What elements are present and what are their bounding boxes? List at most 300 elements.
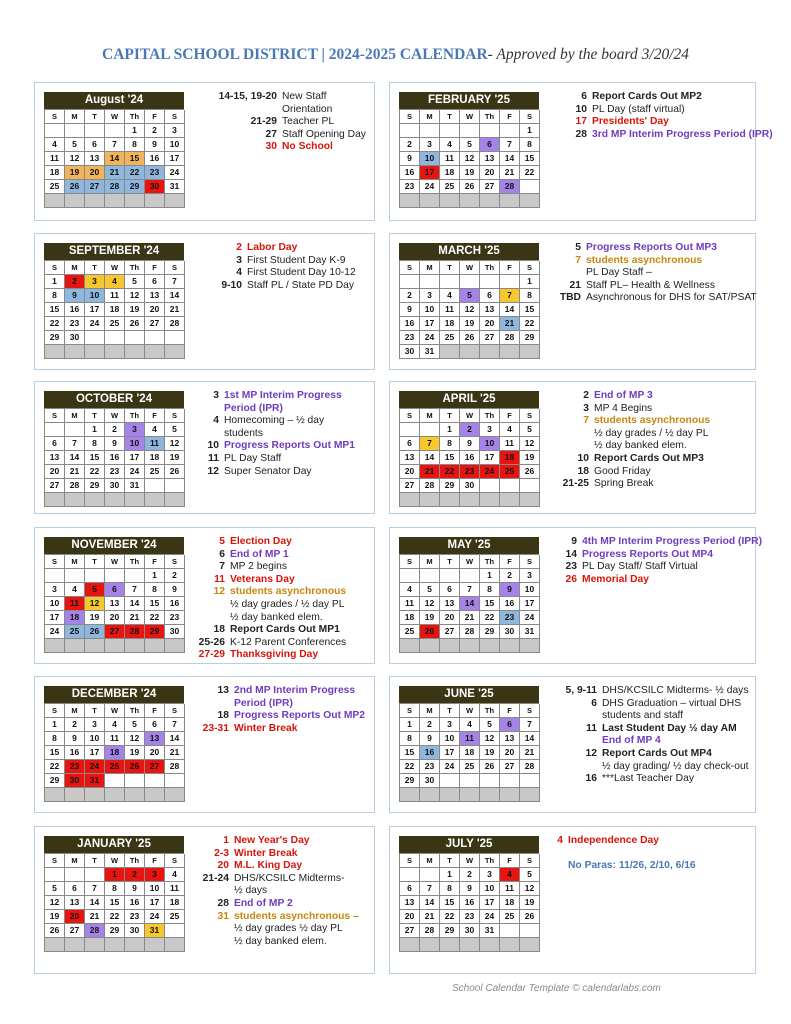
note-date: 2 [236, 242, 242, 253]
day-cell: 26 [45, 924, 65, 938]
note-line [197, 885, 359, 898]
note-date: 14-15, 19-20 [218, 91, 277, 102]
weekday-header: Th [480, 854, 500, 868]
note-text: Election Day [230, 536, 292, 547]
note-line [197, 428, 355, 441]
empty-cell [440, 493, 460, 507]
weekday-header: S [520, 854, 540, 868]
note-line [197, 403, 355, 416]
day-cell: 5 [520, 423, 540, 437]
note-line [553, 860, 696, 873]
note-text: Staff PL– Health & Wellness [586, 279, 715, 291]
day-cell: 18 [440, 166, 460, 180]
note-line [553, 773, 749, 786]
note-text: PL Day Staff [224, 452, 282, 464]
note-text: K-12 Parent Conferences [230, 636, 347, 648]
note-line [553, 129, 773, 142]
weekday-header: M [420, 555, 440, 569]
note-line [197, 390, 355, 403]
day-cell: 7 [420, 882, 440, 896]
note-date: 12 [585, 747, 597, 759]
note-text: Orientation [282, 103, 333, 115]
day-cell: 15 [520, 152, 540, 166]
day-cell: 14 [460, 597, 480, 611]
day-cell: 4 [440, 289, 460, 303]
empty-cell [520, 194, 540, 208]
note-date: 1 [223, 835, 229, 846]
day-cell: 18 [460, 746, 480, 760]
day-cell: 12 [520, 882, 540, 896]
note-date: 11 [586, 722, 597, 734]
day-cell: 1 [85, 423, 105, 437]
day-cell: 9 [460, 882, 480, 896]
note-date: TBD [559, 292, 581, 304]
weekday-header: F [500, 854, 520, 868]
weekday-header: Th [480, 409, 500, 423]
empty-cell [45, 345, 65, 359]
day-cell: 8 [85, 437, 105, 451]
note-date: 28 [575, 128, 587, 140]
empty-cell [65, 788, 85, 802]
day-cell: 21 [125, 611, 145, 625]
day-cell: 9 [500, 583, 520, 597]
day-cell: 23 [125, 910, 145, 924]
day-cell: 10 [440, 732, 460, 746]
day-cell: 2 [105, 423, 125, 437]
day-cell: 29 [520, 331, 540, 345]
note-text: Independence Day [568, 835, 659, 846]
empty-cell [105, 788, 125, 802]
empty-cell [45, 493, 65, 507]
note-date: 17 [575, 116, 587, 128]
note-text: Report Cards Out MP1 [230, 624, 340, 636]
empty-cell [440, 194, 460, 208]
day-cell: 30 [65, 774, 85, 788]
empty-cell [145, 639, 165, 653]
day-cell: 25 [460, 760, 480, 774]
note-date: 27 [265, 128, 277, 140]
empty-cell [105, 331, 125, 345]
day-cell: 28 [420, 479, 440, 493]
empty-cell [125, 938, 145, 952]
note-text: Super Senator Day [224, 465, 312, 477]
day-cell: 27 [65, 924, 85, 938]
note-line [197, 91, 366, 104]
empty-cell [500, 493, 520, 507]
day-cell: 8 [400, 732, 420, 746]
month-panel-apr [389, 381, 756, 514]
weekday-header: M [65, 110, 85, 124]
day-cell: 4 [165, 868, 185, 882]
empty-cell [460, 124, 480, 138]
weekday-header: F [145, 409, 165, 423]
calendar-grid [44, 703, 184, 802]
day-cell: 7 [460, 583, 480, 597]
day-cell: 10 [125, 437, 145, 451]
weekday-header: F [500, 110, 520, 124]
empty-cell [65, 194, 85, 208]
empty-cell [165, 639, 185, 653]
note-line [197, 536, 346, 549]
weekday-header: M [65, 261, 85, 275]
day-cell: 20 [440, 611, 460, 625]
day-cell: 19 [165, 451, 185, 465]
day-cell: 4 [500, 423, 520, 437]
note-line [553, 280, 757, 293]
day-cell: 21 [65, 465, 85, 479]
weekday-header: Th [480, 704, 500, 718]
weekday-header: F [500, 555, 520, 569]
day-cell: 1 [45, 718, 65, 732]
day-cell: 9 [145, 138, 165, 152]
empty-cell [165, 331, 185, 345]
note-line [553, 415, 710, 428]
month-calendar [44, 836, 184, 952]
day-cell: 18 [45, 166, 65, 180]
day-cell: 25 [105, 317, 125, 331]
note-line [197, 898, 359, 911]
note-date: 3 [213, 390, 219, 401]
day-cell: 1 [125, 124, 145, 138]
note-date: 21-29 [250, 116, 277, 128]
weekday-header: T [440, 261, 460, 275]
day-cell: 3 [480, 868, 500, 882]
note-text: 4th MP Interim Progress Period (IPR) [582, 536, 763, 547]
note-date: 12 [207, 465, 219, 477]
note-text: New Staff [282, 91, 327, 102]
note-line [553, 835, 696, 848]
calendar-grid [399, 853, 539, 952]
note-date: 3 [583, 402, 589, 414]
day-cell: 20 [45, 465, 65, 479]
empty-cell [460, 275, 480, 289]
empty-cell [165, 479, 185, 493]
day-cell: 5 [460, 138, 480, 152]
day-cell: 9 [125, 882, 145, 896]
day-cell: 26 [85, 625, 105, 639]
day-cell: 26 [420, 625, 440, 639]
note-text: ½ day grades ½ day PL [234, 923, 343, 935]
note-date: 18 [217, 710, 229, 722]
note-text: End of MP 2 [234, 897, 293, 909]
note-date: 7 [583, 415, 589, 427]
empty-cell [105, 345, 125, 359]
note-text: First Student Day 10-12 [247, 267, 356, 279]
empty-cell [420, 194, 440, 208]
day-cell: 23 [420, 760, 440, 774]
day-cell: 8 [125, 138, 145, 152]
day-cell: 14 [500, 303, 520, 317]
day-cell: 17 [45, 611, 65, 625]
month-panel-feb [389, 82, 773, 221]
day-cell: 18 [105, 303, 125, 317]
month-panel-aug [34, 82, 375, 221]
empty-cell [85, 331, 105, 345]
note-date: 25-26 [198, 636, 225, 648]
day-cell: 20 [400, 910, 420, 924]
day-cell: 6 [400, 437, 420, 451]
note-line [197, 835, 359, 848]
note-date: 18 [577, 465, 589, 477]
day-cell: 11 [500, 437, 520, 451]
weekday-header: Th [125, 854, 145, 868]
month-calendar [399, 537, 539, 653]
note-line [553, 466, 710, 479]
empty-cell [145, 938, 165, 952]
day-cell: 25 [65, 625, 85, 639]
note-text: End of MP 4 [602, 735, 661, 747]
day-cell: 13 [145, 732, 165, 746]
empty-cell [165, 938, 185, 952]
day-cell: 6 [65, 882, 85, 896]
day-cell: 1 [105, 868, 125, 882]
empty-cell [125, 493, 145, 507]
day-cell: 31 [125, 479, 145, 493]
day-cell: 7 [165, 718, 185, 732]
day-cell: 30 [65, 331, 85, 345]
day-cell: 23 [400, 331, 420, 345]
day-cell: 28 [65, 479, 85, 493]
note-line [197, 637, 346, 650]
empty-cell [125, 331, 145, 345]
note-text: ½ day grades / ½ day PL [594, 427, 709, 439]
day-cell: 7 [520, 718, 540, 732]
note-text: Presidents' Day [592, 116, 669, 128]
day-cell: 15 [440, 896, 460, 910]
weekday-header: S [520, 704, 540, 718]
day-cell: 6 [480, 138, 500, 152]
day-cell: 4 [105, 718, 125, 732]
day-cell: 14 [420, 451, 440, 465]
day-cell: 28 [125, 625, 145, 639]
weekday-header: W [460, 409, 480, 423]
empty-cell [400, 788, 420, 802]
day-cell: 3 [420, 289, 440, 303]
month-panel-sep [34, 233, 375, 370]
month-title: JULY '25 [399, 836, 539, 853]
month-calendar [44, 391, 184, 507]
month-panel-mar [389, 233, 756, 370]
day-cell: 14 [125, 597, 145, 611]
weekday-header: S [165, 110, 185, 124]
day-cell: 28 [105, 180, 125, 194]
note-text: PL Day (staff virtual) [592, 103, 685, 115]
note-text: students [224, 427, 263, 439]
note-text: ½ day banked elem. [594, 440, 687, 452]
day-cell: 19 [65, 166, 85, 180]
day-cell: 22 [440, 465, 460, 479]
weekday-header: W [105, 409, 125, 423]
day-cell: 19 [520, 451, 540, 465]
day-cell: 1 [145, 569, 165, 583]
day-cell: 22 [480, 611, 500, 625]
month-notes [197, 91, 366, 154]
day-cell: 3 [125, 423, 145, 437]
empty-cell [480, 194, 500, 208]
day-cell: 24 [85, 760, 105, 774]
note-text: No School [282, 141, 333, 153]
weekday-header: M [65, 555, 85, 569]
footer-credit: School Calendar Template © calendarlabs.com [452, 983, 661, 994]
note-text: Thanksgiving Day [230, 649, 319, 661]
note-date: 4 [213, 415, 219, 427]
day-cell: 29 [400, 774, 420, 788]
note-line [197, 129, 366, 142]
day-cell: 28 [520, 760, 540, 774]
note-text: Memorial Day [582, 573, 649, 585]
day-cell: 14 [420, 896, 440, 910]
empty-cell [145, 774, 165, 788]
day-cell: 7 [420, 437, 440, 451]
day-cell: 8 [145, 583, 165, 597]
empty-cell [500, 275, 520, 289]
note-text: Veterans Day [230, 573, 295, 585]
day-cell: 4 [500, 868, 520, 882]
day-cell: 6 [105, 583, 125, 597]
note-line [197, 873, 359, 886]
note-date: 5 [575, 242, 581, 253]
day-cell: 10 [165, 138, 185, 152]
day-cell: 28 [85, 924, 105, 938]
day-cell: 14 [85, 896, 105, 910]
day-cell: 22 [105, 910, 125, 924]
empty-cell [125, 345, 145, 359]
day-cell: 28 [165, 760, 185, 774]
note-line [553, 723, 749, 736]
note-text: students asynchronous – [234, 910, 359, 922]
note-date: 31 [217, 910, 229, 922]
weekday-header: F [145, 261, 165, 275]
note-text: Labor Day [247, 242, 298, 253]
day-cell: 25 [45, 180, 65, 194]
weekday-header: S [165, 261, 185, 275]
day-cell: 7 [500, 138, 520, 152]
day-cell: 27 [400, 924, 420, 938]
empty-cell [420, 124, 440, 138]
weekday-header: M [65, 854, 85, 868]
day-cell: 26 [125, 760, 145, 774]
empty-cell [500, 124, 520, 138]
empty-cell [165, 194, 185, 208]
day-cell: 22 [45, 317, 65, 331]
day-cell: 10 [420, 303, 440, 317]
day-cell: 16 [65, 746, 85, 760]
note-line [197, 415, 355, 428]
day-cell: 21 [520, 746, 540, 760]
weekday-header: M [420, 704, 440, 718]
note-date: 4 [236, 267, 242, 279]
empty-cell [460, 493, 480, 507]
empty-cell [460, 938, 480, 952]
note-line [197, 466, 355, 479]
day-cell: 19 [45, 910, 65, 924]
day-cell: 24 [480, 465, 500, 479]
day-cell: 10 [420, 152, 440, 166]
day-cell: 24 [420, 180, 440, 194]
month-title: MARCH '25 [399, 243, 539, 260]
empty-cell [45, 124, 65, 138]
note-text: Homecoming – ½ day [224, 415, 325, 427]
note-text: Period (IPR) [224, 402, 283, 414]
day-cell: 27 [145, 317, 165, 331]
note-text: students asynchronous [230, 586, 347, 598]
day-cell: 17 [145, 896, 165, 910]
day-cell: 1 [440, 868, 460, 882]
day-cell: 18 [440, 317, 460, 331]
day-cell: 17 [480, 451, 500, 465]
day-cell: 22 [45, 760, 65, 774]
day-cell: 2 [145, 124, 165, 138]
empty-cell [45, 788, 65, 802]
day-cell: 5 [125, 718, 145, 732]
empty-cell [125, 774, 145, 788]
day-cell: 24 [145, 910, 165, 924]
day-cell: 2 [400, 138, 420, 152]
day-cell: 19 [520, 896, 540, 910]
note-line [197, 242, 356, 255]
empty-cell [520, 774, 540, 788]
day-cell: 31 [420, 345, 440, 359]
note-line [197, 280, 356, 293]
note-line [553, 428, 710, 441]
empty-cell [480, 788, 500, 802]
day-cell: 26 [65, 180, 85, 194]
weekday-header: Th [125, 261, 145, 275]
day-cell: 3 [165, 124, 185, 138]
month-title: NOVEMBER '24 [44, 537, 184, 554]
weekday-header: Th [125, 555, 145, 569]
empty-cell [85, 194, 105, 208]
day-cell: 25 [500, 910, 520, 924]
weekday-header: W [105, 704, 125, 718]
day-cell: 23 [105, 465, 125, 479]
month-notes [197, 536, 346, 662]
day-cell: 31 [85, 774, 105, 788]
day-cell: 29 [480, 625, 500, 639]
calendar-grid [399, 703, 539, 802]
day-cell: 24 [165, 166, 185, 180]
note-text: Winter Break [234, 722, 298, 734]
day-cell: 15 [45, 746, 65, 760]
empty-cell [440, 345, 460, 359]
day-cell: 20 [85, 166, 105, 180]
note-text: No Paras: 11/26, 2/10, 6/16 [568, 860, 696, 872]
day-cell: 22 [85, 465, 105, 479]
day-cell: 30 [145, 180, 165, 194]
day-cell: 15 [480, 597, 500, 611]
note-line [197, 255, 356, 268]
note-date: 12 [213, 586, 225, 598]
day-cell: 3 [520, 569, 540, 583]
empty-cell [460, 639, 480, 653]
weekday-header: F [145, 110, 165, 124]
day-cell: 18 [65, 611, 85, 625]
day-cell: 12 [45, 896, 65, 910]
empty-cell [400, 493, 420, 507]
note-line [197, 141, 366, 154]
day-cell: 16 [400, 317, 420, 331]
day-cell: 6 [400, 882, 420, 896]
day-cell: 13 [440, 597, 460, 611]
weekday-header: M [65, 704, 85, 718]
month-panel-oct [34, 381, 375, 514]
empty-cell [65, 493, 85, 507]
day-cell: 9 [400, 152, 420, 166]
note-date: 11 [214, 573, 225, 585]
day-cell: 27 [500, 760, 520, 774]
day-cell: 12 [480, 732, 500, 746]
day-cell: 15 [440, 451, 460, 465]
